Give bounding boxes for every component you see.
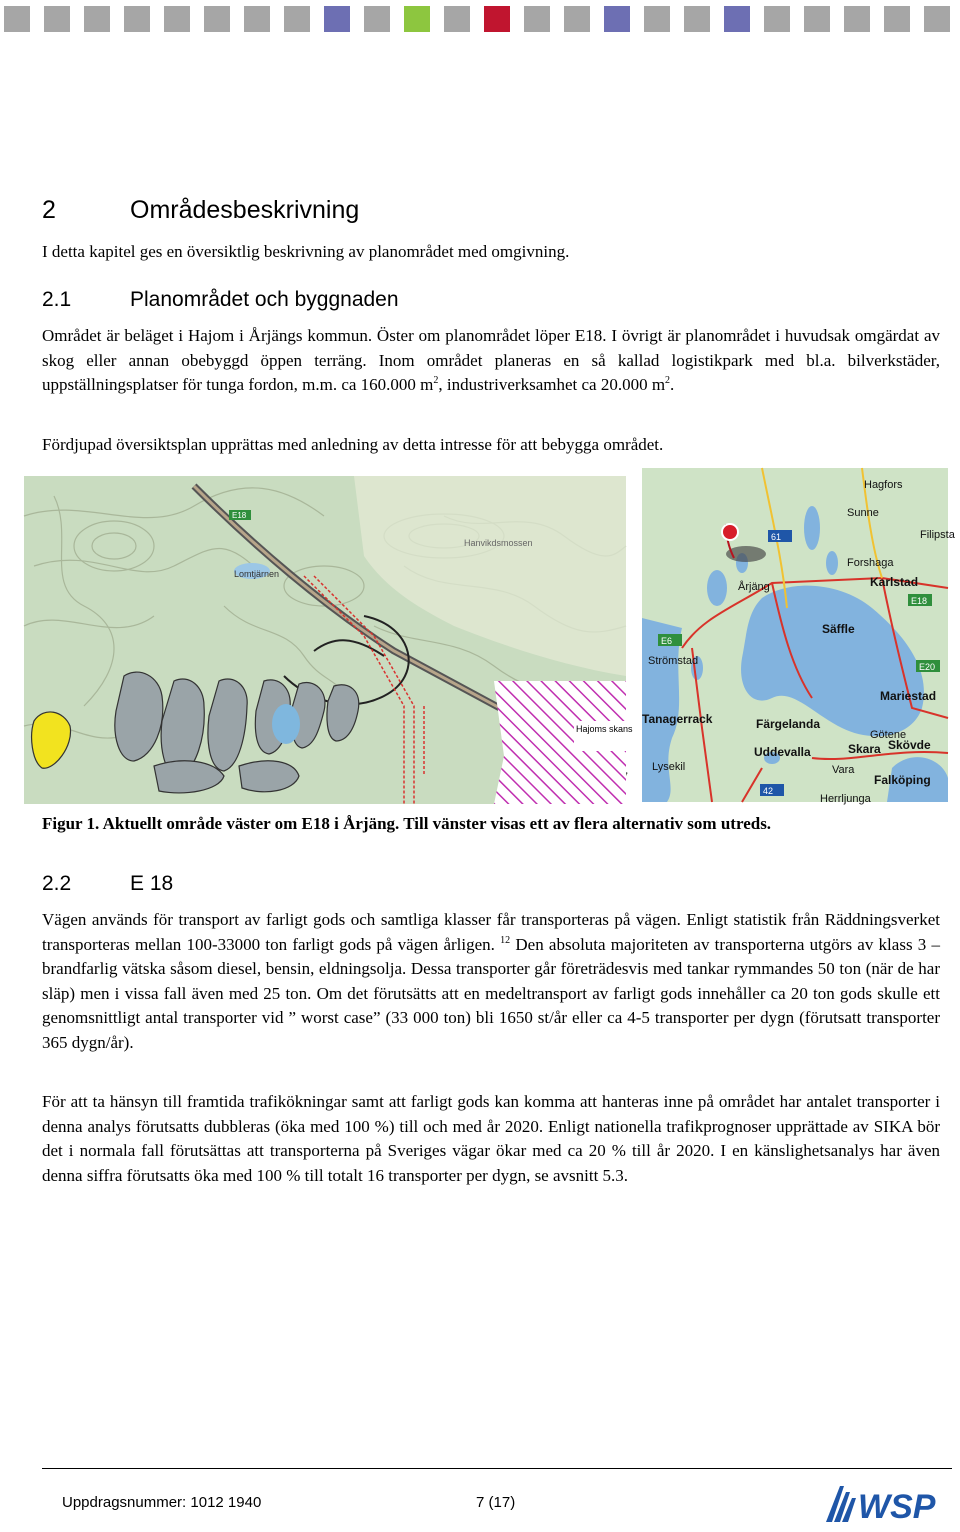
superscript: 2 [665, 375, 671, 386]
location-pin-icon [722, 524, 738, 540]
town-label: Tanagerrack [642, 712, 713, 726]
wsp-logo [826, 1484, 954, 1524]
road-shield-label: E6 [661, 636, 673, 646]
town-label: Hagfors [864, 479, 903, 491]
town-label: Strömstad [648, 655, 699, 667]
town-label: Filipsta [920, 529, 955, 541]
subsection-heading-2-1 [42, 288, 399, 312]
town-label: Uddevalla [754, 745, 811, 759]
wsp-logo-text: WSP [858, 1488, 936, 1526]
town-label: Skara [848, 742, 881, 756]
road-shield-label: 61 [771, 532, 782, 542]
region-map-graphic [642, 468, 955, 805]
subsection-number: 2.2 [42, 872, 72, 895]
header-color-square [324, 6, 350, 32]
e18-paragraph-1 [42, 908, 940, 1055]
header-color-square [884, 6, 910, 32]
header-color-square [404, 6, 430, 32]
town-label: Årjäng [738, 581, 770, 593]
road-shield-label: 42 [763, 786, 774, 796]
header-color-square [4, 6, 30, 32]
header-color-square [844, 6, 870, 32]
footer-page-number: 7 (17) [476, 1494, 516, 1511]
town-label: Mariestad [880, 689, 937, 703]
e18-paragraph-2: För att ta hänsyn till framtida trafikökningar samt att farligt gods kan komma att hanteras inne på området har antalet transporter i denna analys förutsatts dubbleras (öka med 100 %) till och med år 2020. Enligt nationella trafikprognoser upprättade av SIKA bör det i normala fall förutsättas att transporterna på Sveriges vägar ökar med ca 20 % till år 2020. I en känslighetsanalys har även denna siffra förutsatts öka med 100 % till totalt 16 transporter per dygn, se avsnitt 5.3. [42, 1092, 940, 1185]
region-map [642, 468, 955, 805]
header-color-square [564, 6, 590, 32]
town-label: Herrljunga [820, 793, 871, 805]
header-color-square [444, 6, 470, 32]
footer-rule [42, 1468, 952, 1469]
header-color-square [244, 6, 270, 32]
site-plan-map [24, 476, 633, 804]
site-plan-map-graphic [24, 476, 633, 804]
text-run: , industriverksamhet ca 20.000 m [438, 375, 666, 394]
header-color-square [764, 6, 790, 32]
header-color-square [164, 6, 190, 32]
town-label: Färgelanda [756, 717, 821, 731]
town-label: Falköping [874, 773, 931, 787]
lake-label: Lomtjärnen [234, 569, 280, 579]
text-run: Den absoluta majoriteten av transporterna utgörs av klass 3 – brandfarlig vätska såsom diesel, bensin, eldningsolja. Dessa transporter går företrädesvis med tankar rymmandes 50 ton (när de har släp) men i vissa fall även med 25 ton. Om det förutsätts att en medeltransport av farligt gods innehåller ca 20 ton gods skulle ett genomsnittligt antal transporter vid ” worst case” (33 000 ton) bli 1650 st/år eller ca 4-5 transporter per dygn (förutsatt transporter 365 dygn/år). [42, 934, 940, 1052]
subsection-number: 2.1 [42, 288, 72, 311]
header-color-square [284, 6, 310, 32]
town-label: Götene [870, 729, 907, 741]
section-number: 2 [42, 196, 56, 224]
section-title: Områdesbeskrivning [130, 196, 360, 224]
header-color-square [684, 6, 710, 32]
text-run: Vägen används för transport av farligt gods och samtliga klasser får transporteras på vägen. Enligt statistik från Räddningsverket transporteras mellan 100-33000 ton farligt gods på vägen årligen. [42, 910, 940, 954]
header-color-square [204, 6, 230, 32]
figure-caption: Figur 1. Aktuellt område väster om E18 i Årjäng. Till vänster visas ett av flera alternativ som utreds. [42, 814, 772, 833]
town-label: Forshaga [847, 557, 894, 569]
header-color-square [524, 6, 550, 32]
header-color-square [484, 6, 510, 32]
hill-label: Hanvikdsmossen [464, 538, 533, 548]
town-label: Sunne [847, 507, 879, 519]
town-label: Lysekil [652, 761, 686, 773]
header-color-square [644, 6, 670, 32]
footnote-ref: 12 [500, 934, 511, 946]
e18-label: E18 [232, 511, 247, 520]
header-color-square [124, 6, 150, 32]
header-color-square [364, 6, 390, 32]
subsection-heading-2-2 [42, 872, 173, 896]
superscript: 2 [433, 375, 439, 386]
intro-paragraph: I detta kapitel ges en översiktlig beskrivning av planområdet med omgivning. [42, 242, 570, 261]
text-run: Området är beläget i Hajom i Årjängs kommun. Öster om planområdet löper E18. I övrigt är planområdet i huvudsak omgärdat av skog eller annan obebyggd öppen terräng. Inom området planeras en så kallad logistikpark med bl.a. bilverkstäder, uppställningsplatser för tunga fordon, m.m. ca 160.000 m [42, 326, 940, 394]
header-color-square [604, 6, 630, 32]
wsp-logo-graphic [826, 1484, 954, 1524]
town-label: Säffle [822, 622, 855, 636]
header-color-square [724, 6, 750, 32]
town-label: Karlstad [870, 575, 919, 589]
header-color-bar [0, 6, 960, 32]
town-label: Vara [832, 764, 855, 776]
oversiktsplan-paragraph: Fördjupad översiktsplan upprättas med anledning av detta intresse för att bebygga området. [42, 435, 664, 454]
section-heading [42, 196, 359, 225]
area-label: Hajoms skans [576, 724, 633, 734]
road-shield-label: E18 [911, 596, 928, 606]
footer-project-number: Uppdragsnummer: 1012 1940 [62, 1494, 262, 1511]
header-color-square [84, 6, 110, 32]
header-color-square [44, 6, 70, 32]
town-label: Skövde [888, 738, 931, 752]
header-color-square [804, 6, 830, 32]
header-color-square [924, 6, 950, 32]
text-run: . [670, 375, 675, 394]
subsection-title: Planområdet och byggnaden [130, 288, 399, 311]
planomradet-paragraph [42, 324, 940, 398]
subsection-title: E 18 [130, 872, 174, 895]
road-shield-label: E20 [919, 662, 936, 672]
